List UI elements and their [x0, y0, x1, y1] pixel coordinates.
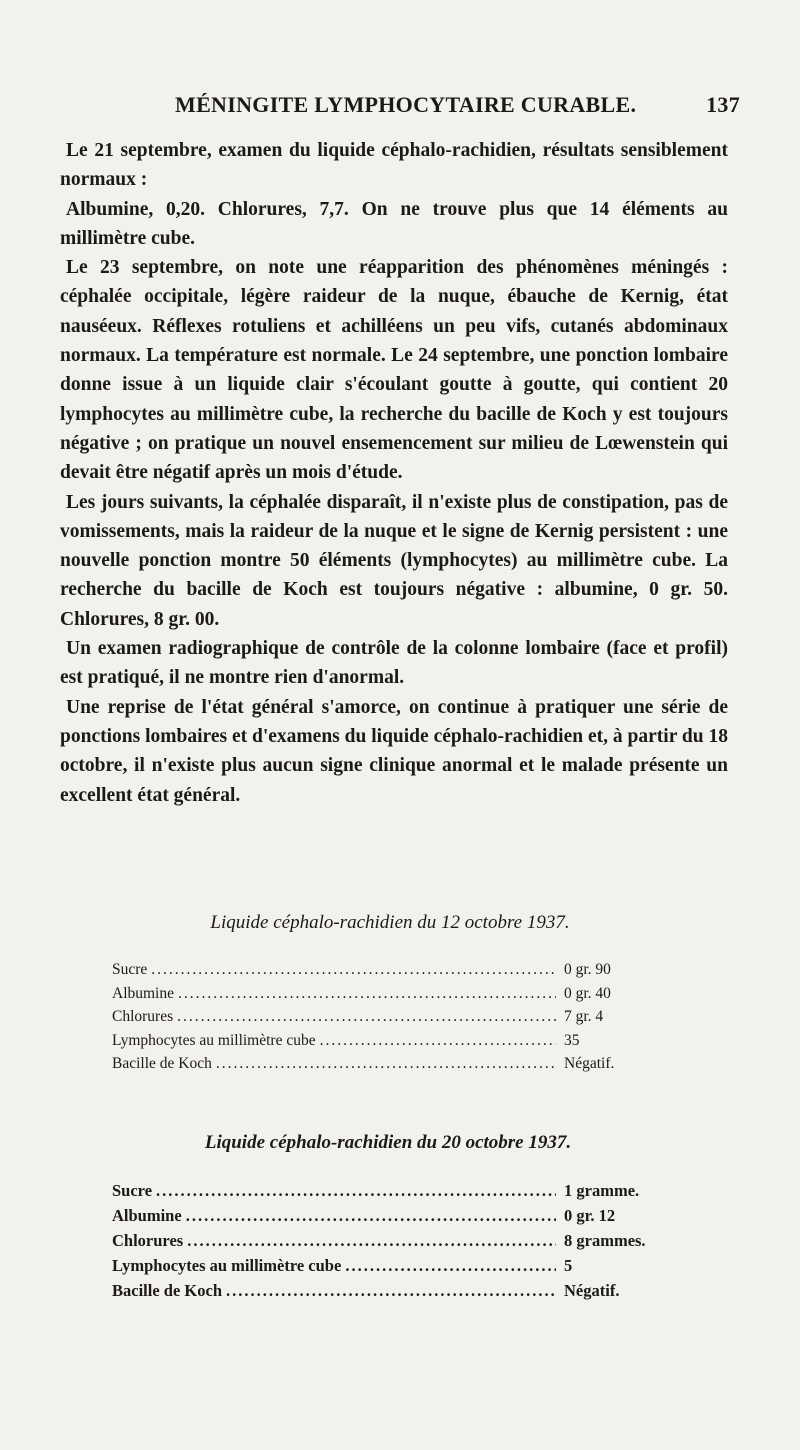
- leader-dots: [178, 982, 556, 1006]
- table-row: [112, 1203, 684, 1228]
- row-label: Lymphocytes au millimètre cube: [112, 1031, 316, 1049]
- row-value: 0 gr. 90: [564, 961, 611, 978]
- leader-dots: [345, 1253, 556, 1278]
- row-value: 0 gr. 12: [564, 1206, 616, 1225]
- paragraph: Une reprise de l'état général s'amorce, on continue à pratiquer une série de ponctions lombaires et d'examens du liquide céphalo-rachidien et, à partir du 18 octobre, il n'existe plus aucun signe clinique anormal et le malade présente un excellent état général.: [60, 696, 728, 806]
- body-text: [60, 136, 728, 810]
- row-label: Albumine: [112, 1206, 182, 1225]
- leader-dots: [156, 1178, 556, 1203]
- leader-dots: [320, 1029, 556, 1053]
- results-table-20-octobre: [112, 1178, 684, 1303]
- row-value: 35: [564, 1031, 580, 1049]
- row-label: Chlorures: [112, 1008, 174, 1025]
- table-row: [112, 1005, 684, 1029]
- paragraph: Le 21 septembre, examen du liquide céphalo-rachidien, résultats sensiblement normaux :: [60, 140, 728, 191]
- row-value: Négatif.: [564, 1055, 615, 1072]
- row-label: Lymphocytes au millimètre cube: [112, 1256, 342, 1275]
- table-row: [112, 958, 684, 982]
- table-row: [112, 1178, 684, 1203]
- paragraph: Albumine, 0,20. Chlorures, 7,7. On ne trouve plus que 14 éléments au millimètre cube.: [60, 198, 728, 249]
- table-title-20-octobre: Liquide céphalo-rachidien du 20 octobre 1937.: [204, 1132, 572, 1153]
- running-title: MÉNINGITE LYMPHOCYTAIRE CURABLE.: [175, 92, 637, 117]
- row-value: Négatif.: [564, 1281, 620, 1300]
- row-label: Chlorures: [112, 1231, 184, 1250]
- row-value: 1 gramme.: [564, 1181, 640, 1200]
- table-row: [112, 1029, 684, 1053]
- paragraph: Le 23 septembre, on note une réapparition des phénomènes méningés : céphalée occipitale, légère raideur de la nuque, ébauche de Kernig, état nauséeux. Réflexes rotuliens et achilléens un peu vifs, cutanés abdominaux normaux. La température est normale. Le 24 septembre, une ponction lombaire donne issue à un liquide clair s'écoulant goutte à goutte, qui contient 20 lymphocytes au millimètre cube, la recherche du bacille de Koch y est toujours négative ; on pratique un nouvel ensemencement sur milieu de Lœwenstein qui devait être négatif après un mois d'étude.: [60, 257, 728, 484]
- leader-dots: [177, 1005, 556, 1029]
- table-title-12-octobre: Liquide céphalo-rachidien du 12 octobre 1937.: [210, 912, 570, 933]
- paragraph: Un examen radiographique de contrôle de la colonne lombaire (face et profil) est pratiqué, il ne montre rien d'anormal.: [60, 638, 728, 689]
- leader-dots: [216, 1052, 556, 1076]
- row-value: 5: [564, 1256, 573, 1275]
- leader-dots: [186, 1203, 556, 1228]
- row-label: Bacille de Koch: [112, 1055, 212, 1072]
- table-row: [112, 1253, 684, 1278]
- table-row: [112, 1278, 684, 1303]
- row-label: Bacille de Koch: [112, 1281, 222, 1300]
- table-row: [112, 982, 684, 1006]
- leader-dots: [151, 958, 556, 982]
- row-value: 7 gr. 4: [564, 1008, 604, 1025]
- row-label: Sucre: [112, 961, 148, 978]
- row-value: 8 grammes.: [564, 1231, 646, 1250]
- paragraph: Les jours suivants, la céphalée disparaît, il n'existe plus de constipation, pas de vomissements, mais la raideur de la nuque et le signe de Kernig persistent : une nouvelle ponction montre 50 éléments (lymphocytes) au millimètre cube. La recherche du bacille de Koch est toujours négative : albumine, 0 gr. 50. Chlorures, 8 gr. 00.: [60, 491, 728, 630]
- row-label: Albumine: [112, 984, 174, 1002]
- table-row: [112, 1052, 684, 1076]
- leader-dots: [187, 1228, 556, 1253]
- results-table-12-octobre: [112, 958, 684, 1076]
- row-label: Sucre: [112, 1181, 153, 1200]
- table-row: [112, 1228, 684, 1253]
- leader-dots: [226, 1278, 556, 1303]
- page-number: 137: [706, 92, 740, 117]
- row-value: 0 gr. 40: [564, 984, 611, 1002]
